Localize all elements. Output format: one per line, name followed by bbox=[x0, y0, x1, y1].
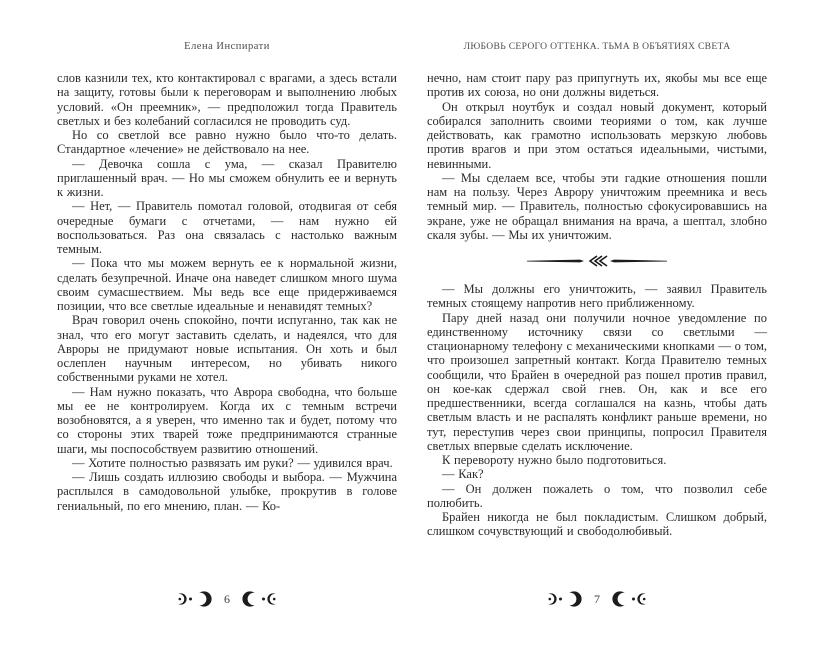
paragraph: — Мы должны его уничтожить, — заявил Правитель темных стоящему напротив него приближенному. bbox=[427, 282, 767, 311]
running-header-author: Елена Инспирати bbox=[184, 41, 270, 52]
paragraph: — Мы сделаем все, чтобы эти гадкие отношения пошли нам на пользу. Через Аврору уничтожим преемника и весь темный мир. — Правитель, полностью сфокусировавшись на экране, уже не обращал внимания на врача, а шептал, злобно скаля зубы. — Мы их уничтожим. bbox=[427, 170, 767, 242]
paragraph: Но со светлой все равно нужно было что-то делать. Стандартное «лечение» не действовало на нее. bbox=[57, 128, 397, 157]
section-divider bbox=[427, 253, 767, 269]
running-header-title: ЛЮБОВЬ СЕРОГО ОТТЕНКА. ТЬМА В ОБЪЯТИЯХ СВЕТА bbox=[463, 41, 731, 52]
page-number: 7 bbox=[594, 592, 600, 606]
paragraph: — Пока что мы можем вернуть ее к нормальной жизни, сделать безупречной. Иначе она наведет слишком много шума своим сумасшествием. Мы ведь все еще придерживаемся позиции, что все светлые идеальные и ненавидят темных? bbox=[57, 256, 397, 313]
paragraph: Врач говорил очень спокойно, почти испуганно, так как не знал, что его могут заставить сделать, и надеялся, что для Авроры не придумают новые испытания. Он хоть и был ослеплен научным интересом, но убивать никого собственными руками не хотел. bbox=[57, 313, 397, 385]
paragraph: — Нам нужно показать, что Аврора свободна, что больше мы ее не контролируем. Когда их с темным встречи возобновятся, а я уверен, что именно так и будет, потому что со стороны этих тварей тоже предпринимаются странные шаги, мы поспособствуем развитию отношений. bbox=[57, 384, 397, 456]
paragraph: — Хотите полностью развязать им руки? — удивился врач. bbox=[72, 455, 393, 470]
paragraph: — Девочка сошла с ума, — сказал Правителю приглашенный врач. — Но мы сможем обнулить ее и вернуть к жизни. bbox=[57, 156, 397, 199]
left-page-footer bbox=[57, 589, 397, 609]
paragraph: — Нет, — Правитель помотал головой, отодвигая от себя очередные бумаги с отчетами, — нам нужно ей воспользоваться. Раз она связалась с настолько важным темным. bbox=[57, 199, 397, 256]
left-page-text bbox=[57, 71, 397, 589]
crescent-moons-ornament-icon bbox=[543, 589, 585, 609]
right-page-text bbox=[427, 71, 767, 589]
crescent-moons-ornament-icon bbox=[173, 589, 215, 609]
paragraph: нечно, нам стоит пару раз припугнуть их, якобы мы все еще против их союза, но они должны видеться. bbox=[427, 71, 767, 100]
paragraph: Брайен никогда не был покладистым. Слишком добрый, слишком сочувствующий и свободолюбивый. bbox=[427, 510, 767, 539]
paragraph: — Лишь создать иллюзию свободы и выбора. — Мужчина расплылся в самодовольной улыбке, прокрутив в голове гениальный, по его мнению, план. — Ко- bbox=[57, 470, 397, 513]
right-page bbox=[410, 0, 820, 662]
paragraph: — Он должен пожалеть о том, что позволил себе полюбить. bbox=[427, 481, 767, 510]
crescent-moons-ornament-icon bbox=[239, 589, 281, 609]
paragraph: К перевороту нужно было подготовиться. bbox=[442, 453, 667, 467]
paragraph: слов казнили тех, кто контактировал с врагами, а здесь встали на защиту, готовы были к переговорам и выполнению любых условий. «Он преемник», — предположил тогда Правитель светлых и без колебаний согласился не проводить суд. bbox=[57, 71, 397, 128]
triple-chevron-rule-ornament-icon bbox=[527, 253, 667, 269]
paragraph: Пару дней назад они получили ночное уведомление по единственному источнику связи со светлыми — стационарному телефону с механическими кнопками — о том, что произошел запретный контакт. Когда Правителю темных сообщили, что Брайен в очередной раз пошел против правил, он кое-как сдержал свой гнев. Он, как и все его предшественники, всегда соглашался на казнь, чтобы дать светлым власть и не распалять конфликт раньше времени, но тут, переступив через свои принципы, попросил Правителя светлых впервые сделать исключение. bbox=[427, 310, 767, 453]
crescent-moons-ornament-icon bbox=[609, 589, 651, 609]
paragraph: Он открыл ноутбук и создал новый документ, который собирался заполнить своими теориями о том, как лучше действовать, как грамотно использовать мерзкую любовь против врагов и при этом остаться идеальными, чистыми, невинными. bbox=[427, 99, 767, 171]
page-number: 6 bbox=[224, 592, 230, 606]
paragraph: — Как? bbox=[442, 467, 484, 482]
right-page-footer bbox=[427, 589, 767, 609]
